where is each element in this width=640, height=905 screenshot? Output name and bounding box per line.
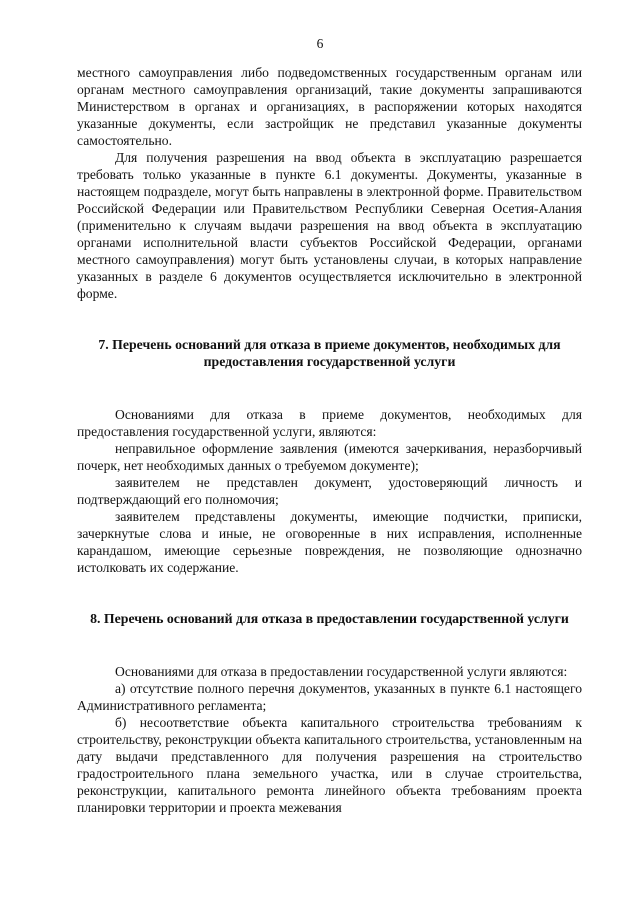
paragraph-continuation: местного самоуправления либо подведомственных государственным органам или органам местного самоуправления организаций, такие документы запрашиваются Министерством в органах и организациях, в распоряжении которых находятся указанные документы, если застройщик не представил указанные документы самостоятельно.	[77, 65, 582, 148]
section-7-item: неправильное оформление заявления (имеются зачеркивания, неразборчивый почерк, нет необходимых данных о требуемом документе);	[77, 441, 582, 473]
paragraph-commissioning-permit: Для получения разрешения на ввод объекта в эксплуатацию разрешается требовать только указанные в пункте 6.1 документы. Документы, указанные в настоящем подразделе, могут быть направлены в электронной форме. Правительством Российской Федерации или Правительством Республики Северная Осетия-Алания (применительно к случаям выдачи разрешения на ввод объекта в эксплуатацию органами исполнительной власти субъектов Российской Федерации, органами местного самоуправления) могут быть установлены случаи, в которых направление указанных в разделе 6 документов осуществляется исключительно в электронной форме.	[77, 150, 582, 301]
section-8-heading: 8. Перечень оснований для отказа в предоставлении государственной услуги	[90, 611, 569, 626]
section-7-heading: 7. Перечень оснований для отказа в приеме документов, необходимых для предоставления государственной услуги	[98, 337, 561, 369]
section-7-item: заявителем не представлен документ, удостоверяющий личность и подтверждающий его полномочия;	[77, 475, 582, 507]
document-body	[77, 64, 582, 816]
section-7-intro: Основаниями для отказа в приеме документов, необходимых для предоставления государственной услуги, являются:	[77, 407, 582, 439]
section-8-item-b: б) несоответствие объекта капитального строительства требованиям к строительству, реконструкции объекта капитального строительства, установленным на дату выдачи представленного для получения разрешения на строительство градостроительного плана земельного участка, или в случае строительства, реконструкции, капитального ремонта линейного объекта требованиям проекта планировки территории и проекта межевания	[77, 715, 582, 815]
section-8-item-a: а) отсутствие полного перечня документов, указанных в пункте 6.1 настоящего Административного регламента;	[77, 681, 582, 713]
section-8-intro: Основаниями для отказа в предоставлении государственной услуги являются:	[115, 664, 568, 679]
section-7-item: заявителем представлены документы, имеющие подчистки, приписки, зачеркнутые слова и иные, не оговоренные в них исправления, исполненные карандашом, имеющие серьезные повреждения, не позволяющие однозначно истолковать их содержание.	[77, 509, 582, 575]
page-number: 6	[316, 36, 324, 51]
